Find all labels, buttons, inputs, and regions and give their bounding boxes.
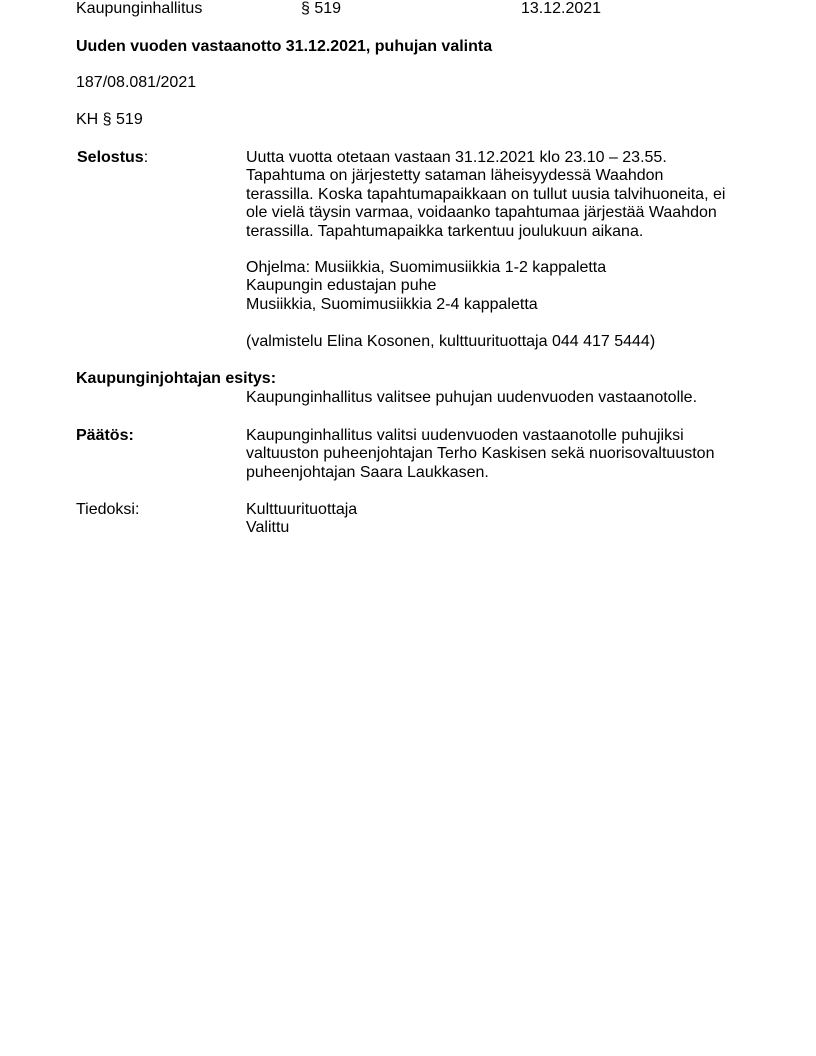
tiedoksi-label: Tiedoksi:: [76, 501, 140, 518]
paatos-line: Kaupunginhallitus valitsi uudenvuoden vastaanotolle puhujiksi: [246, 427, 684, 444]
paatos-body: [246, 427, 714, 482]
selostus-line: Tapahtuma on järjestetty sataman läheisyydessä Waahdon: [246, 167, 664, 185]
paatos-line: valtuuston puheenjohtajan Terho Kaskisen sekä nuorisovaltuuston: [246, 445, 715, 463]
selostus-line: terassilla. Tapahtumapaikka tarkentuu joulukuun aikana.: [246, 222, 644, 240]
header-section-number: § 519: [301, 0, 342, 17]
header-body-name: Kaupunginhallitus: [76, 0, 203, 17]
preparer-note: (valmistelu Elina Kosonen, kulttuurituottaja 044 417 5444): [246, 333, 656, 350]
program-block: [246, 259, 606, 314]
header-date: 13.12.2021: [521, 0, 602, 17]
esitys-text: Kaupunginhallitus valitsee puhujan uudenvuoden vastaanotolle.: [246, 389, 698, 406]
tiedoksi-recipients: [246, 501, 357, 538]
selostus-line: Uutta vuotta otetaan vastaan 31.12.2021 klo 23.10 – 23.55.: [246, 149, 667, 166]
selostus-line: ole vielä täysin varmaa, voidaanko tapahtumaa järjestää Waahdon: [246, 204, 717, 222]
program-line: Ohjelma: Musiikkia, Suomimusiikkia 1-2 kappaletta: [246, 259, 607, 276]
recipient-item: Valittu: [246, 519, 290, 537]
program-line: Kaupungin edustajan puhe: [246, 277, 437, 295]
selostus-line: terassilla. Koska tapahtumapaikkaan on tullut uusia talvihuoneita, ei: [246, 185, 726, 203]
selostus-label-suffix: :: [143, 149, 149, 166]
recipient-item: Kulttuurituottaja: [246, 501, 358, 518]
selostus-body: [246, 149, 725, 241]
kh-section: KH § 519: [76, 111, 143, 128]
paatos-line: puheenjohtajan Saara Laukkasen.: [246, 463, 489, 481]
esitys-label: Kaupunginjohtajan esitys:: [76, 370, 277, 387]
diary-number: 187/08.081/2021: [76, 74, 197, 91]
selostus-label-row: [77, 149, 148, 167]
program-line: Musiikkia, Suomimusiikkia 2-4 kappaletta: [246, 295, 538, 313]
selostus-label: Selostus: [77, 149, 144, 166]
document-title: Uuden vuoden vastaanotto 31.12.2021, puhujan valinta: [76, 38, 493, 55]
paatos-label: Päätös:: [76, 427, 134, 444]
